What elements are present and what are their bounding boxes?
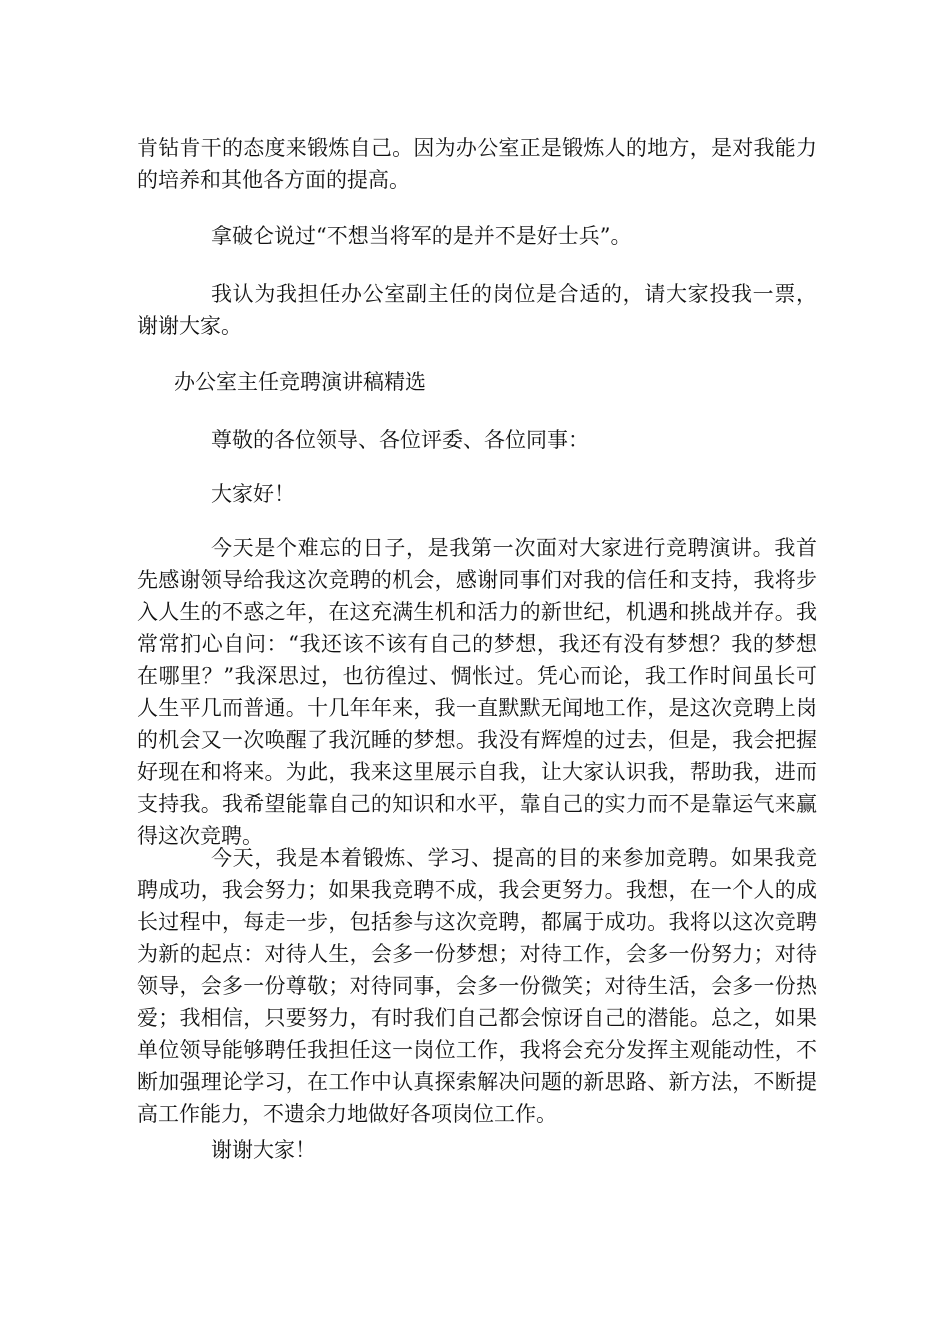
paragraph-body-1: 今天是个难忘的日子，是我第一次面对大家进行竞聘演讲。我首先感谢领导给我这次竞聘的机会，感谢同事们对我的信任和支持，我将步入人生的不惑之年，在这充满生机和活力的新世纪，机遇和挑战并存。我常常扪心自问：“我还该不该有自己的梦想，我还有没有梦想？我的梦想在哪里？”我深思过，也彷徨过、惆怅过。凭心而论，我工作时间虽长可人生平几而普通。十几年年来，我一直默默无闻地工作，是这次竞聘上岗的机会又一次唤醒了我沉睡的梦想。我没有辉煌的过去，但是，我会把握好现在和将来。为此，我来这里展示自我，让大家认识我，帮助我，进而支持我。我希望能靠自己的知识和水平，靠自己的实力而不是靠运气来赢得这次竞聘。: [137, 536, 817, 848]
paragraph-continuation: 肯钻肯干的态度来锻炼自己。因为办公室正是锻炼人的地方，是对我能力的培养和其他各方面的提高。: [137, 136, 817, 192]
paragraph-body-2: 今天，我是本着锻炼、学习、提高的目的来参加竞聘。如果我竞聘成功，我会努力；如果我竞聘不成，我会更努力。我想，在一个人的成长过程中，每走一步，包括参与这次竞聘，都属于成功。我将以这次竞聘为新的起点：对待人生，会多一份梦想；对待工作，会多一份努力；对待领导，会多一份尊敬；对待同事，会多一份微笑；对待生活，会多一份热爱；我相信，只要努力，有时我们自己都会惊讶自己的潜能。总之，如果单位领导能够聘任我担任这一岗位工作，我将会充分发挥主观能动性，不断加强理论学习，在工作中认真探索解决问题的新思路、新方法，不断提高工作能力，不遗余力地做好各项岗位工作。: [137, 846, 817, 1126]
section-title: 办公室主任竞聘演讲稿精选: [174, 370, 426, 394]
paragraph-greeting: 大家好！: [211, 482, 295, 506]
paragraph-napoleon-quote: 拿破仑说过“不想当将军的是并不是好士兵”。: [211, 224, 632, 248]
paragraph-salutation: 尊敬的各位领导、各位评委、各位同事：: [211, 428, 589, 452]
paragraph-thanks: 谢谢大家！: [211, 1138, 316, 1162]
paragraph-closing-vote: 我认为我担任办公室副主任的岗位是合适的，请大家投我一票，谢谢大家。: [137, 282, 817, 338]
